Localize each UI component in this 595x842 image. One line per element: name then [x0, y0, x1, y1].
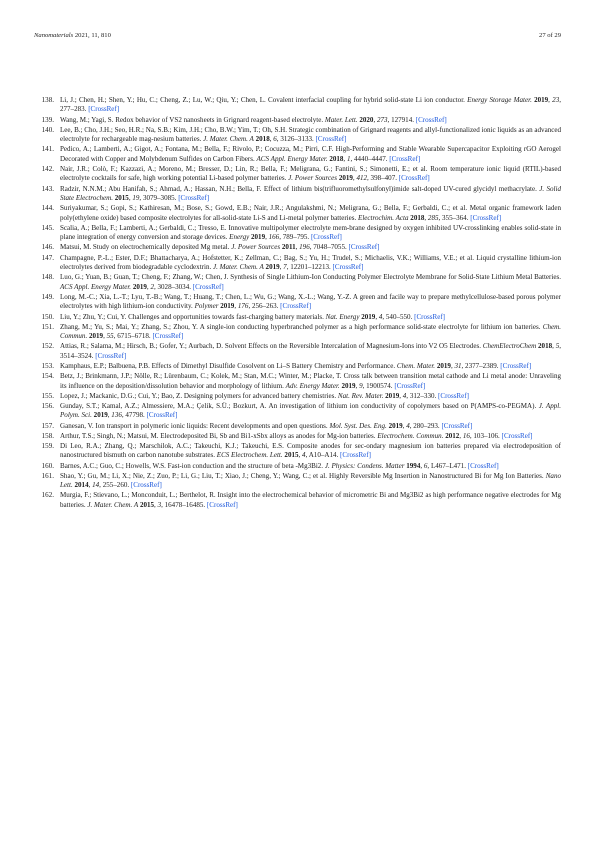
reference-number: 138. — [41, 96, 54, 104]
reference-year: 2019 — [251, 233, 266, 242]
crossref-link[interactable]: [CrossRef] — [192, 282, 224, 291]
reference-number: 151. — [41, 322, 54, 331]
reference-item — [34, 362, 561, 371]
reference-year: 1994 — [406, 461, 421, 470]
reference-authors-title: Nair, J.R.; Colò, F.; Kazzazi, A.; Moreno, M.; Bresser, D.; Lin, R.; Bella, F.; Meligrana, G.; Fantini, S.; Simonetti, E.; et al. Room temperature ionic liquid (RTIL)-based electrolyte cocktails for safe, high working potential Li-based polymer batteries. — [60, 165, 561, 183]
reference-year: 2019 — [361, 312, 376, 321]
reference-authors-title: Murgia, F.; Stievano, L.; Monconduit, L.; Berthelot, R. Insight into the electrochemical behavior of micrometric Bi and Mg3Bi2 as high performance negative electrodes for Mg batteries. — [60, 491, 561, 509]
reference-item — [34, 273, 561, 292]
reference-authors-title: Pedico, A.; Lamberti, A.; Gigot, A.; Fontana, M.; Bella, F.; Rivolo, P.; Cocuzza, M.; Pirri, C.F. High-Performing and Stable Wearable Supercapacitor Exploiting rGO Aerogel Decorated with Copper and Molybdenum Sulfides on Carbon Fibers. — [60, 145, 561, 163]
reference-authors-title: Shao, Y.; Gu, M.; Li, X.; Nie, Z.; Zuo, P.; Li, G.; Liu, T.; Xiao, J.; Cheng, Y.; Wang, C.; et al. Highly Reversible Mg Insertion in Nanostructured Bi for Mg Ion Batteries. — [60, 471, 546, 480]
reference-volume: 5 — [555, 342, 560, 351]
reference-body: Attias, R.; Salama, M.; Hirsch, B.; Gofer, Y.; Aurbach, D. Solvent Effects on the Reversible Intercalation of Magnesium-Ions into V2 O5 Electrodes. ChemElectroChem 2018, 5, 3514–3524. [CrossRef] — [60, 342, 562, 360]
reference-year: 2020 — [359, 115, 374, 124]
reference-journal: Nat. Energy — [325, 312, 360, 321]
reference-pages: A10–A14. — [308, 451, 339, 460]
journal-citation — [34, 32, 111, 39]
reference-journal: J. Power Sources — [231, 243, 281, 252]
reference-pages: 3126–3133. — [280, 135, 314, 144]
reference-body: Suriyakumar, S.; Gopi, S.; Kathiresan, M.; Bose, S.; Gowd, E.B.; Nair, J.R.; Angulakshmi, N.; Meligrana, G.; Bella, F.; Gerbaldi, C.; et al. Metal organic framework laden poly(ethylene oxide) based composite electrolytes for all-solid-state Li-S and Li-metal polymer batteries. Electrochim. Acta 2018, 285, 355–364. [CrossRef] — [60, 204, 561, 222]
reference-body: Long, M.-C.; Xia, L.-T.; Lyu, T.-B.; Wang, T.; Huang, T.; Chen, L.; Wu, G.; Wang, X.-L.; Wang, Y.-Z. A green and facile way to prepare methylcellulose-based porous polymer electrolytes with high lithium-ion conductivity. Polymer 2019, 176, 256–263. [CrossRef] — [60, 292, 561, 311]
reference-journal: J. Power Sources — [288, 174, 338, 183]
reference-pages: 3514–3524. — [60, 351, 94, 360]
reference-pages: 398–407. — [370, 174, 397, 183]
page-number: 27 of 29 — [539, 32, 561, 39]
reference-year: 2019 — [436, 361, 451, 370]
reference-volume: 19 — [132, 194, 140, 203]
reference-pages: 16478–16485. — [164, 500, 206, 509]
crossref-link[interactable]: [CrossRef] — [310, 233, 342, 242]
reference-year: 2019 — [220, 302, 235, 311]
reference-number: 143. — [41, 184, 54, 193]
reference-item — [34, 491, 561, 510]
reference-body: Pedico, A.; Lamberti, A.; Gigot, A.; Fontana, M.; Bella, F.; Rivolo, P.; Cocuzza, M.; Pirri, C.F. High-Performing and Stable Wearable Supercapacitor Exploiting rGO Aerogel Decorated with Copper and Molybdenum Sulfides on Carbon Fibers. ACS Appl. Energy Mater. 2018, 1, 4440–4447. [CrossRef] — [60, 145, 561, 163]
reference-journal: ChemElectroChem — [482, 342, 537, 351]
crossref-link[interactable]: [CrossRef] — [501, 431, 533, 440]
reference-body: Gunday, S.T.; Kamal, A.Z.; Almessiere, M.A.; Çelik, S.Ü.; Bozkurt, A. An investigation of lithium ion conductivity of copolymers based on P(AMPS-co-PEGMA). J. Appl. Polym. Sci. 2019, 136, 47798. [CrossRef] — [60, 401, 561, 420]
reference-pages: 7048–7055. — [313, 243, 347, 252]
reference-number: 139. — [41, 115, 54, 124]
reference-item — [34, 442, 561, 461]
reference-pages: 312–330. — [409, 391, 437, 400]
reference-authors-title: Li, J.; Chen, H.; Shen, Y.; Hu, C.; Cheng, Z.; Lu, W.; Qiu, Y.; Chen, L. Covalent interfacial coupling for hybrid solid-state Li ion conductor. — [60, 96, 468, 104]
reference-item — [34, 165, 561, 184]
reference-authors-title: Zhang, M.; Yu, S.; Mai, Y.; Zhang, S.; Zhou, Y. A single-ion conducting hyperbranched polymer as a high performance solid-state electrolyte for lithium ion batteries. — [60, 322, 543, 331]
reference-journal: Polymer — [194, 302, 219, 311]
reference-number: 161. — [41, 471, 54, 480]
reference-pages: 1900574. — [366, 381, 393, 390]
reference-item — [34, 372, 561, 391]
reference-pages: 355–364. — [442, 213, 469, 222]
reference-year: 2018 — [410, 213, 425, 222]
crossref-link[interactable]: [CrossRef] — [206, 500, 238, 509]
reference-item — [34, 145, 561, 164]
reference-year: 2019 — [385, 391, 400, 400]
reference-authors-title: Wang, M.; Yagi, S. Redox behavior of VS2 nanosheets in Grignard reagent-based electrolyte. — [60, 115, 325, 124]
reference-body: Zhang, M.; Yu, S.; Mai, Y.; Zhang, S.; Zhou, Y. A single-ion conducting hyperbranched polymer as a high performance solid-state electrolyte for lithium ion batteries. Chem. Commun. 2019, 55, 6715–6718. [CrossRef] — [60, 322, 561, 341]
reference-authors-title: Suriyakumar, S.; Gopi, S.; Kathiresan, M.; Bose, S.; Gowd, E.B.; Nair, J.R.; Angulakshmi, N.; Meligrana, G.; Bella, F.; Gerbaldi, C.; et al. Metal organic framework laden poly(ethylene oxide) based composite electrolytes for all-solid-state Li-S and Li-metal polymer batteries. — [60, 204, 561, 222]
reference-body: Di Leo, R.A.; Zhang, Q.; Marschilok, A.C.; Takeuchi, K.J.; Takeuchi, E.S. Composite anodes for sec-ondary magnesium ion batteries prepared via electrodeposition of nanostructured bismuth on carbon nanotube substrates. ECS Electrochem. Lett. 2015, 4, A10–A14. [CrossRef] — [60, 441, 561, 460]
reference-journal: Nano Lett. — [60, 471, 561, 490]
reference-pages: 256–263. — [251, 302, 279, 311]
reference-volume: 4 — [378, 312, 383, 321]
reference-number: 157. — [41, 421, 54, 430]
journal-name: Nanomaterials — [34, 32, 74, 39]
reference-pages: 3079–3085. — [142, 194, 177, 203]
crossref-link[interactable]: [CrossRef] — [95, 351, 127, 360]
reference-pages: 540–550. — [385, 312, 413, 321]
reference-number: 147. — [41, 253, 54, 262]
reference-year: 2018 — [538, 342, 553, 351]
crossref-link[interactable]: [CrossRef] — [438, 391, 469, 400]
reference-number: 141. — [41, 145, 54, 154]
reference-volume: 3 — [157, 500, 162, 509]
reference-number: 152. — [41, 342, 54, 351]
reference-authors-title: Di Leo, R.A.; Zhang, Q.; Marschilok, A.C.; Takeuchi, K.J.; Takeuchi, E.S. Composite anodes for sec-ondary magnesium ion batteries prepared via electrodeposition of nanostructured bismuth on carbon nanotube substrates. — [60, 441, 561, 460]
reference-authors-title: Arthur, T.S.; Singh, N.; Matsui, M. Electrodeposited Bi, Sb and Bi1-xSbx alloys as anodes for Mg-ion batteries. — [60, 431, 378, 440]
reference-body: Barnes, A.C.; Guo, C.; Howells, W.S. Fast-ion conduction and the structure of beta -Mg3Bi2. J. Physics: Condens. Matter 1994, 6, L467–L471. [CrossRef] — [60, 461, 499, 470]
journal-volume-info: 2021, 11, 810 — [73, 32, 111, 39]
reference-number: 149. — [41, 292, 54, 301]
reference-list — [34, 96, 561, 511]
reference-body: Li, J.; Chen, H.; Shen, Y.; Hu, C.; Cheng, Z.; Lu, W.; Qiu, Y.; Chen, L. Covalent interfacial coupling for hybrid solid-state Li ion conductor. Energy Storage Mater. 2019, 23, 277–283. [CrossRef] — [60, 96, 561, 114]
reference-year: 2019 — [341, 381, 356, 390]
reference-journal: J. Appl. Polym. Sci. — [60, 401, 561, 420]
reference-volume: 6 — [273, 135, 277, 144]
reference-journal: J. Mater. Chem. A — [213, 263, 264, 272]
reference-body: Murgia, F.; Stievano, L.; Monconduit, L.; Berthelot, R. Insight into the electrochemical behavior of micrometric Bi and Mg3Bi2 as high performance negative electrodes for Mg batteries. J. Mater. Chem. A 2015, 3, 16478–16485. [CrossRef] — [60, 491, 561, 509]
reference-volume: 196 — [299, 243, 310, 252]
reference-body: Ganesan, V. Ion transport in polymeric ionic liquids: Recent developments and open questions. Mol. Syst. Des. Eng. 2019, 4, 280–293. [CrossRef] — [60, 421, 473, 430]
crossref-link[interactable]: [CrossRef] — [441, 421, 473, 430]
crossref-link[interactable]: [CrossRef] — [152, 332, 184, 341]
crossref-link[interactable]: [CrossRef] — [500, 361, 532, 370]
reference-volume: 273 — [376, 115, 388, 124]
reference-journal: Chem. Commun. — [60, 322, 561, 341]
reference-number: 155. — [41, 391, 54, 400]
reference-item — [34, 243, 561, 252]
reference-pages: 12201–12213. — [290, 263, 331, 272]
reference-pages: 3028–3034. — [157, 282, 191, 291]
crossref-link[interactable]: [CrossRef] — [415, 115, 447, 124]
reference-item — [34, 422, 561, 431]
reference-year: 2012 — [445, 431, 460, 440]
reference-number: 145. — [41, 223, 54, 232]
reference-year: 2019 — [93, 411, 108, 420]
crossref-link[interactable]: [CrossRef] — [398, 174, 430, 183]
reference-number: 160. — [41, 461, 54, 470]
reference-item — [34, 472, 561, 491]
reference-pages: 6715–6718. — [117, 332, 151, 341]
reference-number: 154. — [41, 372, 54, 381]
reference-number: 159. — [41, 441, 54, 450]
crossref-link[interactable]: [CrossRef] — [178, 194, 210, 203]
reference-number: 140. — [41, 125, 54, 134]
crossref-link[interactable]: [CrossRef] — [280, 302, 312, 311]
reference-volume: 7 — [283, 263, 287, 272]
reference-item — [34, 224, 561, 243]
reference-volume: 55 — [106, 332, 114, 341]
reference-journal: Energy Storage Mater. — [467, 96, 532, 104]
reference-volume: 176 — [237, 302, 249, 311]
reference-volume: 1 — [346, 154, 351, 163]
reference-authors-title: Scalia, A.; Bella, F.; Lamberti, A.; Gerbaldi, C.; Tresso, E. Innovative multipolymer electrolyte mem-brane designed by oxygen inhibited UV-crosslinking enables solid-state in plane integration of energy conversion and storage devices. — [60, 223, 561, 242]
reference-year: 2015 — [114, 194, 129, 203]
reference-item — [34, 293, 561, 312]
reference-volume: 2 — [150, 282, 154, 291]
reference-number: 144. — [41, 204, 54, 213]
reference-pages: 789–795. — [282, 233, 310, 242]
reference-journal: ACS Appl. Energy Mater. — [256, 154, 328, 163]
reference-item — [34, 432, 561, 441]
reference-year: 2014 — [74, 481, 89, 490]
reference-pages: 47798. — [125, 411, 145, 420]
reference-pages: 255–260. — [102, 481, 130, 490]
reference-volume: 136 — [111, 411, 122, 420]
reference-volume: 4 — [406, 421, 410, 430]
reference-volume: 23 — [552, 96, 560, 104]
reference-authors-title: Long, M.-C.; Xia, L.-T.; Lyu, T.-B.; Wang, T.; Huang, T.; Chen, L.; Wu, G.; Wang, X.-L.; Wang, Y.-Z. A green and facile way to prepare methylcellulose-based porous polymer electrolytes with high lithium-ion conductivity. — [60, 292, 561, 311]
reference-journal: Mater. Lett. — [324, 115, 358, 124]
reference-body: Nair, J.R.; Colò, F.; Kazzazi, A.; Moreno, M.; Bresser, D.; Lin, R.; Bella, F.; Meligrana, G.; Fantini, S.; Simonetti, E.; et al. Room temperature ionic liquid (RTIL)-based electrolyte cocktails for safe, high working potential Li-based polymer batteries. J. Power Sources 2019, 412, 398–407. [CrossRef] — [60, 165, 561, 183]
reference-number: 150. — [41, 312, 54, 321]
reference-pages: 4440–4447. — [354, 154, 388, 163]
reference-authors-title: Liu, Y.; Zhu, Y.; Cui, Y. Challenges and opportunities towards fast-charging battery materials. — [60, 312, 326, 321]
reference-authors-title: Ganesan, V. Ion transport in polymeric ionic liquids: Recent developments and open questions. — [60, 421, 330, 430]
reference-item — [34, 204, 561, 223]
reference-authors-title: Lopez, J.; Mackanic, D.G.; Cui, Y.; Bao, Z. Designing polymers for advanced battery chemistries. — [60, 391, 338, 400]
reference-item — [34, 392, 561, 401]
crossref-link[interactable]: [CrossRef] — [389, 154, 421, 163]
reference-item — [34, 254, 561, 273]
reference-volume: 6 — [423, 461, 428, 470]
reference-body: Champagne, P.-L.; Ester, D.F.; Bhattacharya, A.; Hofstetter, K.; Zellman, C.; Bag, S.; Yu, H.; Trudel, S.; Michaelis, V.K.; Williams, V.E.; et al. Liquid crystalline lithium-ion electrolytes derived from biodegradable cyclodextrin. J. Mater. Chem. A 2019, 7, 12201–12213. [CrossRef] — [60, 253, 561, 272]
crossref-link[interactable]: [CrossRef] — [88, 105, 120, 114]
reference-journal: ACS Appl. Energy Mater. — [60, 282, 132, 291]
reference-item — [34, 126, 561, 145]
reference-volume: 285 — [427, 213, 439, 222]
crossref-link[interactable]: [CrossRef] — [146, 411, 178, 420]
reference-number: 162. — [41, 491, 54, 500]
reference-body: Liu, Y.; Zhu, Y.; Cui, Y. Challenges and opportunities towards fast-charging battery materials. Nat. Energy 2019, 4, 540–550. [CrossRef] — [60, 312, 446, 321]
reference-body: Radzir, N.N.M.; Abu Hanifah, S.; Ahmad, A.; Hassan, N.H.; Bella, F. Effect of lithium bis(trifluoromethylsulfonyl)imide salt-doped UV-cured glycidyl methacrylate. J. Solid State Electrochem. 2015, 19, 3079–3085. [CrossRef] — [60, 184, 562, 203]
reference-volume: 4 — [302, 451, 306, 460]
reference-pages: 280–293. — [413, 421, 440, 430]
reference-journal: Nat. Rev. Mater. — [337, 391, 384, 400]
reference-number: 146. — [41, 243, 54, 252]
reference-journal: Energy — [229, 233, 250, 242]
reference-journal: Chem. Mater. — [396, 361, 436, 370]
reference-journal: J. Solid State Electrochem. — [60, 184, 562, 203]
reference-item — [34, 402, 561, 421]
crossref-link[interactable]: [CrossRef] — [414, 312, 446, 321]
reference-authors-title: Champagne, P.-L.; Ester, D.F.; Bhattacharya, A.; Hofstetter, K.; Zellman, C.; Bag, S.; Yu, H.; Trudel, S.; Michaelis, V.K.; Williams, V.E.; et al. Liquid crystalline lithium-ion electrolytes derived from biodegradable cyclodextrin. — [60, 253, 561, 272]
reference-journal: Mol. Syst. Des. Eng. — [329, 421, 387, 430]
crossref-link[interactable]: [CrossRef] — [470, 213, 502, 222]
reference-authors-title: Betz, J.; Brinkmann, J.P.; Nölle, R.; Lürenbaum, C.; Kolek, M.; Stan, M.C.; Winter, M.; Placke, T. Cross talk between transition metal cathode and Li metal anode: Unraveling its influence on the deposition/dissolution behavior and morphology of lithium. — [60, 372, 561, 390]
crossref-link[interactable]: [CrossRef] — [394, 381, 426, 390]
reference-journal: Adv. Energy Mater. — [285, 381, 340, 390]
crossref-link[interactable]: [CrossRef] — [340, 451, 371, 460]
reference-body: Luo, G.; Yuan, B.; Guan, T.; Cheng, F.; Zhang, W.; Chen, J. Synthesis of Single Lithium-Ion Conducting Polymer Electrolyte Membrane for Solid-State Lithium Metal Batteries. ACS Appl. Energy Mater. 2019, 2, 3028–3034. [CrossRef] — [60, 273, 561, 291]
reference-item — [34, 116, 561, 125]
reference-volume: 16 — [462, 431, 470, 440]
reference-journal: Electrochem. Commun. — [377, 431, 444, 440]
reference-authors-title: Lee, B.; Cho, J.H.; Seo, H.R.; Na, S.B.; Kim, J.H.; Cho, B.W.; Yim, T.; Oh, S.H. Strategic combination of Grignard reagents and allyl-functionalized ionic liquids as an advanced electrolyte for rechargeable mag-nesium batteries. — [60, 125, 561, 144]
reference-body: Matsui, M. Study on electrochemically deposited Mg metal. J. Power Sources 2011, 196, 7048–7055. [CrossRef] — [60, 243, 380, 252]
reference-item — [34, 313, 561, 322]
reference-number: 158. — [41, 431, 54, 440]
reference-body: Lopez, J.; Mackanic, D.G.; Cui, Y.; Bao, Z. Designing polymers for advanced battery chemistries. Nat. Rev. Mater. 2019, 4, 312–330. [CrossRef] — [60, 391, 469, 400]
crossref-link[interactable]: [CrossRef] — [130, 481, 162, 490]
reference-number: 156. — [41, 401, 54, 410]
reference-pages: 127914. — [391, 115, 414, 124]
reference-journal: J. Mater. Chem. A — [87, 500, 139, 509]
reference-year: 2011 — [281, 243, 296, 252]
reference-authors-title: Matsui, M. Study on electrochemically deposited Mg metal. — [60, 243, 232, 252]
reference-year: 2019 — [265, 263, 280, 272]
reference-year: 2019 — [534, 96, 549, 104]
reference-volume: 31 — [454, 361, 462, 370]
reference-item — [34, 96, 561, 115]
reference-item — [34, 323, 561, 342]
reference-year: 2018 — [329, 154, 344, 163]
reference-year: 2019 — [388, 421, 403, 430]
reference-pages: L467–L471. — [430, 461, 466, 470]
reference-pages: 2377–2389. — [465, 361, 499, 370]
reference-year: 2018 — [255, 135, 270, 144]
reference-authors-title: Barnes, A.C.; Guo, C.; Howells, W.S. Fast-ion conduction and the structure of beta -Mg3Bi2. — [60, 461, 325, 470]
reference-authors-title: Gunday, S.T.; Kamal, A.Z.; Almessiere, M.A.; Çelik, S.Ü.; Bozkurt, A. An investigation of lithium ion conductivity of copolymers based on P(AMPS-co-PEGMA). — [60, 401, 539, 410]
reference-body: Lee, B.; Cho, J.H.; Seo, H.R.; Na, S.B.; Kim, J.H.; Cho, B.W.; Yim, T.; Oh, S.H. Strategic combination of Grignard reagents and allyl-functionalized ionic liquids as an advanced electrolyte for rechargeable mag-nesium batteries. J. Mater. Chem. A 2018, 6, 3126–3133. [CrossRef] — [60, 125, 561, 144]
reference-volume: 4 — [402, 391, 407, 400]
reference-authors-title: Radzir, N.N.M.; Abu Hanifah, S.; Ahmad, A.; Hassan, N.H.; Bella, F. Effect of lithium bis(trifluoromethylsulfonyl)imide salt-doped UV-cured glycidyl methacrylate. — [60, 184, 540, 193]
reference-volume: 166 — [268, 233, 280, 242]
crossref-link[interactable]: [CrossRef] — [315, 135, 347, 144]
reference-year: 2015 — [139, 500, 155, 509]
crossref-link[interactable]: [CrossRef] — [332, 263, 364, 272]
reference-body: Betz, J.; Brinkmann, J.P.; Nölle, R.; Lürenbaum, C.; Kolek, M.; Stan, M.C.; Winter, M.; Placke, T. Cross talk between transition metal cathode and Li metal anode: Unraveling its influence on the deposition/dissolution behavior and morphology of lithium. Adv. Energy Mater. 2019, 9, 1900574. [CrossRef] — [60, 372, 561, 390]
crossref-link[interactable]: [CrossRef] — [467, 461, 499, 470]
reference-authors-title: Attias, R.; Salama, M.; Hirsch, B.; Gofer, Y.; Aurbach, D. Solvent Effects on the Reversible Intercalation of Magnesium-Ions into V2 O5 Electrodes. — [60, 342, 483, 351]
reference-year: 2015 — [284, 451, 299, 460]
reference-body: Wang, M.; Yagi, S. Redox behavior of VS2 nanosheets in Grignard reagent-based electrolyte. Mater. Lett. 2020, 273, 127914. [CrossRef] — [60, 115, 447, 124]
reference-journal: J. Physics: Condens. Matter — [324, 461, 405, 470]
reference-number: 142. — [41, 165, 54, 174]
reference-year: 2019 — [338, 174, 353, 183]
reference-year: 2019 — [88, 332, 104, 341]
reference-journal: ECS Electrochem. Lett. — [216, 451, 283, 460]
reference-volume: 412 — [356, 174, 368, 183]
reference-authors-title: Luo, G.; Yuan, B.; Guan, T.; Cheng, F.; Zhang, W.; Chen, J. Synthesis of Single Lithium-Ion Conducting Polymer Electrolyte Membrane for Solid-State Lithium Metal Batteries. — [60, 273, 561, 282]
page-header — [34, 32, 561, 44]
reference-journal: Electrochim. Acta — [358, 213, 409, 222]
crossref-link[interactable]: [CrossRef] — [348, 243, 380, 252]
reference-volume: 14 — [92, 481, 100, 490]
reference-year: 2019 — [132, 282, 147, 291]
reference-pages: 103–106. — [473, 431, 500, 440]
reference-body: Kamphaus, E.P.; Balbuena, P.B. Effects of Dimethyl Disulfide Cosolvent on Li–S Battery Chemistry and Performance. Chem. Mater. 2019, 31, 2377–2389. [CrossRef] — [60, 361, 532, 370]
reference-number: 153. — [41, 361, 54, 370]
reference-body: Shao, Y.; Gu, M.; Li, X.; Nie, Z.; Zuo, P.; Li, G.; Liu, T.; Xiao, J.; Cheng, Y.; Wang, C.; et al. Highly Reversible Mg Insertion in Nanostructured Bi for Mg Ion Batteries. Nano Lett. 2014, 14, 255–260. [CrossRef] — [60, 471, 561, 490]
reference-journal: J. Mater. Chem. A — [203, 135, 254, 144]
reference-item — [34, 185, 561, 204]
reference-authors-title: Kamphaus, E.P.; Balbuena, P.B. Effects of Dimethyl Disulfide Cosolvent on Li–S Battery Chemistry and Performance. — [60, 361, 397, 370]
reference-pages: 277–283. — [60, 105, 87, 114]
reference-item — [34, 342, 561, 361]
reference-number: 148. — [41, 273, 54, 282]
reference-volume: 9 — [359, 381, 363, 390]
reference-body: Scalia, A.; Bella, F.; Lamberti, A.; Gerbaldi, C.; Tresso, E. Innovative multipolymer electrolyte mem-brane designed by oxygen inhibited UV-crosslinking enables solid-state in plane integration of energy conversion and storage devices. Energy 2019, 166, 789–795. [CrossRef] — [60, 223, 561, 242]
reference-body: Arthur, T.S.; Singh, N.; Matsui, M. Electrodeposited Bi, Sb and Bi1-xSbx alloys as anodes for Mg-ion batteries. Electrochem. Commun. 2012, 16, 103–106. [CrossRef] — [60, 431, 533, 440]
reference-item — [34, 462, 561, 471]
